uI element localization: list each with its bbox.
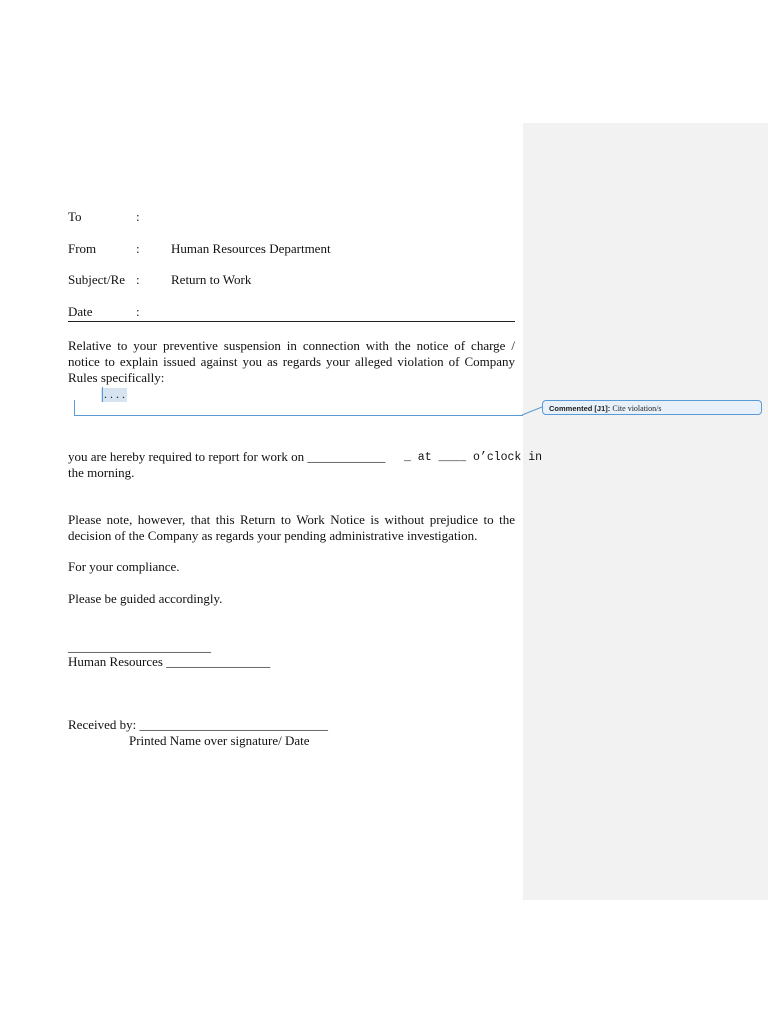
hr-signature-line: Human Resources ________________: [68, 654, 271, 669]
suspension-paragraph: Relative to your preventive suspension in connection with the notice of charge / notice to explain issued against you as regards your alleged violation of Company Rules specifically:: [68, 338, 515, 385]
received-by-line: Received by: _____________________________: [68, 717, 328, 732]
date-label: Date: [68, 304, 93, 319]
from-colon: :: [136, 241, 140, 256]
report-line-time: _ at ____ o’clock in: [404, 451, 543, 464]
date-colon: :: [136, 304, 140, 319]
subject-colon: :: [136, 272, 140, 287]
subject-label: Subject/Re: [68, 272, 126, 287]
from-label: From: [68, 241, 97, 256]
to-colon: :: [136, 209, 140, 224]
report-line-text: you are hereby required to report for work on ____________: [68, 449, 386, 464]
printed-name-caption: Printed Name over signature/ Date: [129, 733, 310, 748]
violation-placeholder[interactable]: . . . .: [104, 387, 125, 401]
guided-line: Please be guided accordingly.: [68, 591, 223, 606]
signature-blank-line: ______________________: [68, 639, 211, 654]
compliance-line: For your compliance.: [68, 559, 180, 574]
from-value: Human Resources Department: [171, 241, 331, 256]
report-line-morning: the morning.: [68, 465, 135, 480]
prejudice-paragraph: Please note, however, that this Return to Work Notice is without prejudice to the decision of the Company as regards your pending administrative investigation.: [68, 512, 515, 543]
subject-value: Return to Work: [171, 272, 252, 287]
comment-label: Commented [J1]:: [549, 404, 611, 413]
to-label: To: [68, 209, 82, 224]
comment-balloon[interactable]: [542, 400, 762, 415]
comment-text: Cite violation/s: [612, 404, 662, 413]
